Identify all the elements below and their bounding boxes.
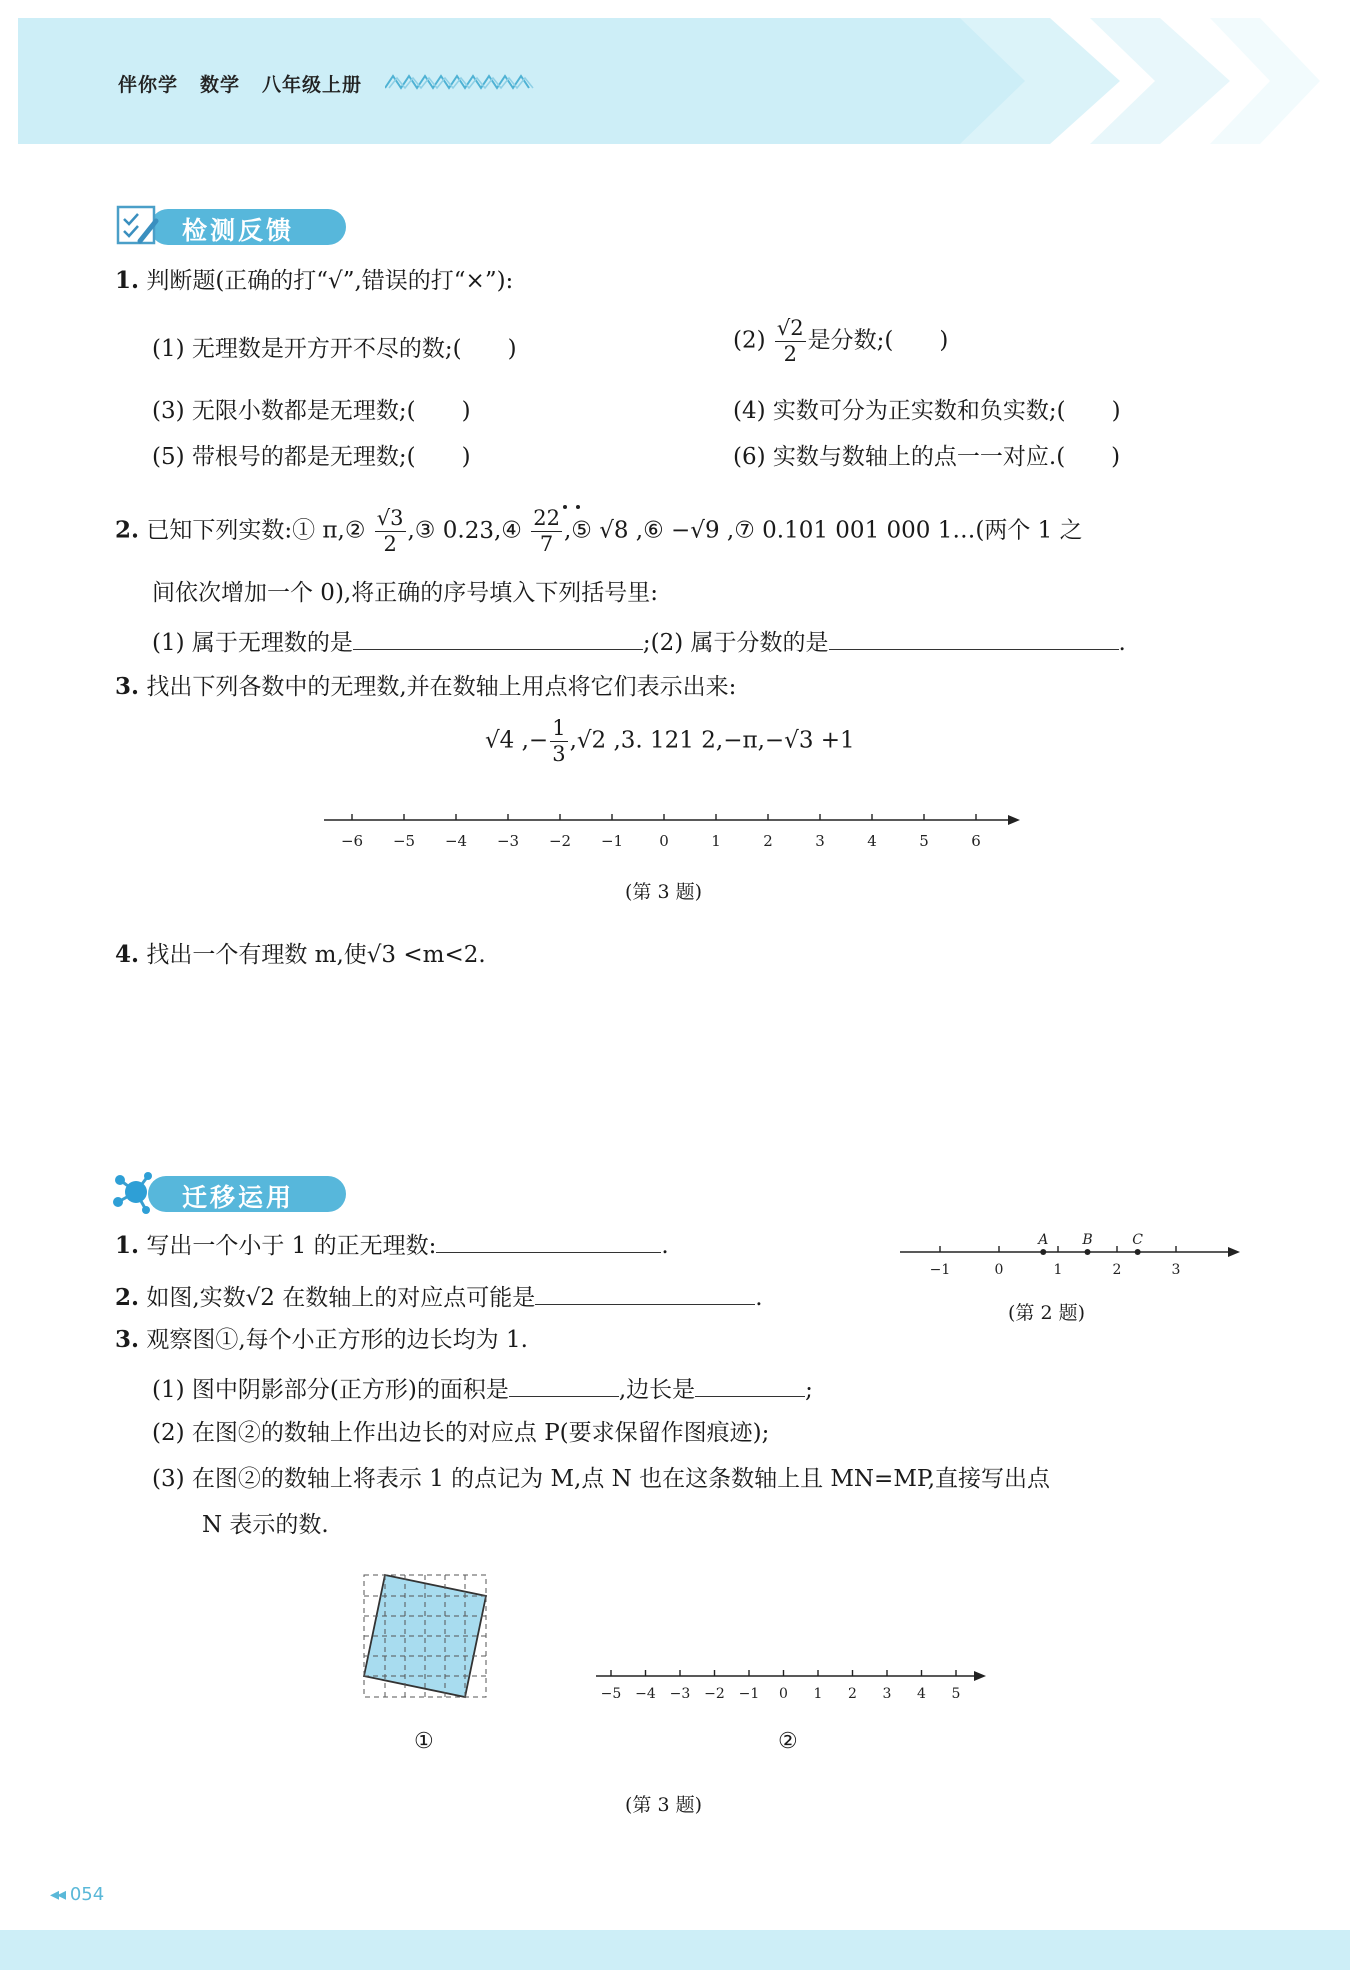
q2-mid2: ,④ (493, 517, 522, 544)
axis-arrow-icon (1228, 1247, 1240, 1257)
figure-caption: (第 3 题) (625, 1794, 702, 1816)
q1-item-4: (4) 实数可分为正实数和负实数;( ) (733, 398, 1121, 424)
tick-label: −1 (738, 1686, 760, 1702)
q2-mid1: ,③ 0. (407, 517, 465, 544)
answer-blank[interactable] (353, 625, 643, 650)
tick-label: 2 (848, 1686, 857, 1702)
number-line-q3[interactable] (320, 808, 1040, 858)
figure-label-1: ① (414, 1729, 434, 1754)
tick-label: 3 (882, 1686, 892, 1702)
subject-name: 数学 (200, 74, 241, 96)
tick-label: 6 (971, 832, 981, 850)
question-number: 2. (115, 516, 140, 544)
tick-label: −5 (600, 1686, 622, 1702)
q2-part2-label: ;(2) 属于分数的是 (642, 630, 829, 656)
q3-part-2: (2) 在图②的数轴上作出边长的对应点 P(要求保留作图痕迹); (152, 1420, 770, 1446)
question-stem: 判断题(正确的打“√”,错误的打“×”): (146, 268, 514, 294)
fraction-numerator: √3 (376, 506, 404, 530)
tick-label: 4 (917, 1686, 926, 1702)
q2-parts (152, 625, 1126, 658)
q1-item-6: (6) 实数与数轴上的点一一对应.( ) (733, 444, 1121, 470)
question-text: 找出一个有理数 m,使√3 <m<2. (146, 942, 486, 968)
tick-label: −5 (392, 832, 416, 850)
tick-label: −1 (600, 832, 624, 850)
tick-label: 1 (813, 1686, 823, 1702)
fraction-denominator: 2 (783, 342, 797, 366)
figure-caption: (第 2 题) (1008, 1302, 1085, 1324)
point-c (1135, 1249, 1141, 1255)
fraction-numerator: √2 (776, 316, 804, 340)
question-end: . (755, 1285, 763, 1311)
transfer-question-3 (115, 1325, 528, 1355)
header-title (118, 70, 384, 97)
tick-label: 3 (1171, 1262, 1181, 1278)
q2-lead: 已知下列实数:① π,② (146, 517, 366, 544)
section-title: 迁移运用 (182, 1183, 295, 1212)
question-number: 2. (115, 1284, 140, 1311)
question-4 (115, 940, 486, 970)
q1-item-2 (733, 318, 948, 365)
repeating-decimal: 23 (464, 517, 494, 544)
figure-caption: (第 3 题) (625, 881, 702, 903)
q3-part1-c: ; (805, 1377, 813, 1403)
question-stem: 找出下列各数中的无理数,并在数轴上用点将它们表示出来: (146, 674, 737, 700)
tick-label: 3 (815, 832, 825, 850)
number-line-fig3[interactable] (590, 1662, 990, 1708)
answer-blank[interactable] (509, 1372, 619, 1397)
q3-part-3: (3) 在图②的数轴上将表示 1 的点记为 M,点 N 也在这条数轴上且 MN=MP,直接写出点 (152, 1466, 1050, 1492)
tick-label: 1 (1053, 1262, 1063, 1278)
transfer-question-2 (115, 1280, 763, 1313)
point-b (1085, 1249, 1091, 1255)
fraction-denominator: 3 (552, 742, 566, 766)
tick-label: 0 (779, 1686, 788, 1702)
q3-part-1 (152, 1372, 813, 1405)
figure-label-2: ② (778, 1729, 798, 1754)
tick-label: −4 (444, 832, 468, 850)
answer-blank[interactable] (829, 625, 1119, 650)
fraction-numerator: 1 (552, 716, 566, 740)
question-text: 如图,实数√2 在数轴上的对应点可能是 (146, 1285, 536, 1311)
expr-part-b: ,√2 ,3. 121 2,−π,−√3 +1 (569, 727, 855, 754)
tick-label: 4 (867, 832, 877, 850)
number-line-fig2 (900, 1228, 1240, 1288)
tick-label: 2 (1112, 1262, 1122, 1278)
point-a (1040, 1249, 1046, 1255)
fraction (531, 508, 562, 555)
tick-label: 1 (711, 832, 721, 850)
section-banner-check (112, 203, 352, 249)
answer-blank[interactable] (535, 1280, 755, 1305)
question-3 (115, 672, 736, 702)
question-number: 3. (115, 1326, 140, 1353)
answer-blank[interactable] (695, 1372, 805, 1397)
page-number (50, 1884, 104, 1905)
fraction (775, 318, 806, 365)
tick-label: −6 (340, 832, 364, 850)
q3-part1-a: (1) 图中阴影部分(正方形)的面积是 (152, 1377, 509, 1403)
tick-label: −2 (704, 1686, 725, 1702)
section-title: 检测反馈 (182, 216, 295, 245)
axis-arrow-icon (1008, 815, 1020, 825)
tick-label: −2 (548, 832, 572, 850)
transfer-question-1 (115, 1228, 669, 1261)
point-label: C (1132, 1232, 1144, 1248)
question-end: . (661, 1233, 669, 1259)
grid-figure (360, 1572, 490, 1702)
q1-item-2-text: 是分数;( ) (807, 327, 949, 354)
tick-label: −4 (635, 1686, 656, 1702)
header-chevrons (900, 18, 1330, 144)
fraction (375, 508, 406, 555)
q1-item-5: (5) 带根号的都是无理数;( ) (152, 444, 471, 470)
q3-part-3-cont: N 表示的数. (202, 1512, 329, 1538)
q2-tail: ,⑤ √8 ,⑥ −√9 ,⑦ 0.101 001 000 1…(两个 1 之 (563, 517, 1083, 544)
tick-label: 5 (951, 1686, 961, 1702)
page-number-text: 054 (69, 1884, 105, 1905)
tick-label: 0 (659, 832, 669, 850)
tick-label: −3 (496, 832, 520, 850)
grade-name: 八年级上册 (262, 74, 363, 96)
question-text: 写出一个小于 1 的正无理数: (146, 1233, 437, 1259)
q1-item-3: (3) 无限小数都是无理数;( ) (152, 398, 471, 424)
point-label: A (1038, 1232, 1049, 1248)
q3-expression (485, 718, 855, 765)
answer-blank[interactable] (436, 1228, 661, 1253)
arrows-icon: ◂◂ (50, 1884, 65, 1905)
tick-label: −3 (669, 1686, 691, 1702)
fraction (550, 718, 567, 765)
q2-end: . (1118, 630, 1126, 656)
q1-item-2-label: (2) (733, 327, 766, 354)
question-2 (115, 508, 1083, 555)
q2-line2: 间依次增加一个 0),将正确的序号填入下列括号里: (152, 580, 658, 606)
fraction-denominator: 7 (539, 532, 554, 556)
fraction-denominator: 2 (383, 532, 397, 556)
tick-label: 0 (994, 1262, 1004, 1278)
question-number: 3. (115, 673, 140, 700)
tick-label: 5 (919, 832, 929, 850)
section-banner-transfer (112, 1170, 352, 1216)
question-number: 1. (115, 267, 140, 294)
question-stem: 观察图①,每个小正方形的边长均为 1. (146, 1327, 528, 1353)
q1-item-1: (1) 无理数是开方开不尽的数;( ) (152, 336, 517, 362)
repeat-dots (561, 503, 601, 513)
fraction-numerator: 22 (533, 506, 560, 530)
axis-arrow-icon (974, 1671, 986, 1681)
header-zigzag-icon (385, 72, 535, 92)
point-label: B (1082, 1232, 1093, 1248)
q3-part1-b: ,边长是 (618, 1377, 696, 1403)
question-1 (115, 266, 513, 296)
footer-band (0, 1930, 1350, 1970)
q2-part1-label: (1) 属于无理数的是 (152, 630, 353, 656)
question-number: 4. (115, 941, 140, 968)
question-number: 1. (115, 1232, 140, 1259)
expr-part-a: √4 ,− (485, 727, 549, 754)
book-name: 伴你学 (118, 74, 179, 96)
tick-label: 2 (763, 832, 773, 850)
tick-label: −1 (929, 1262, 951, 1278)
